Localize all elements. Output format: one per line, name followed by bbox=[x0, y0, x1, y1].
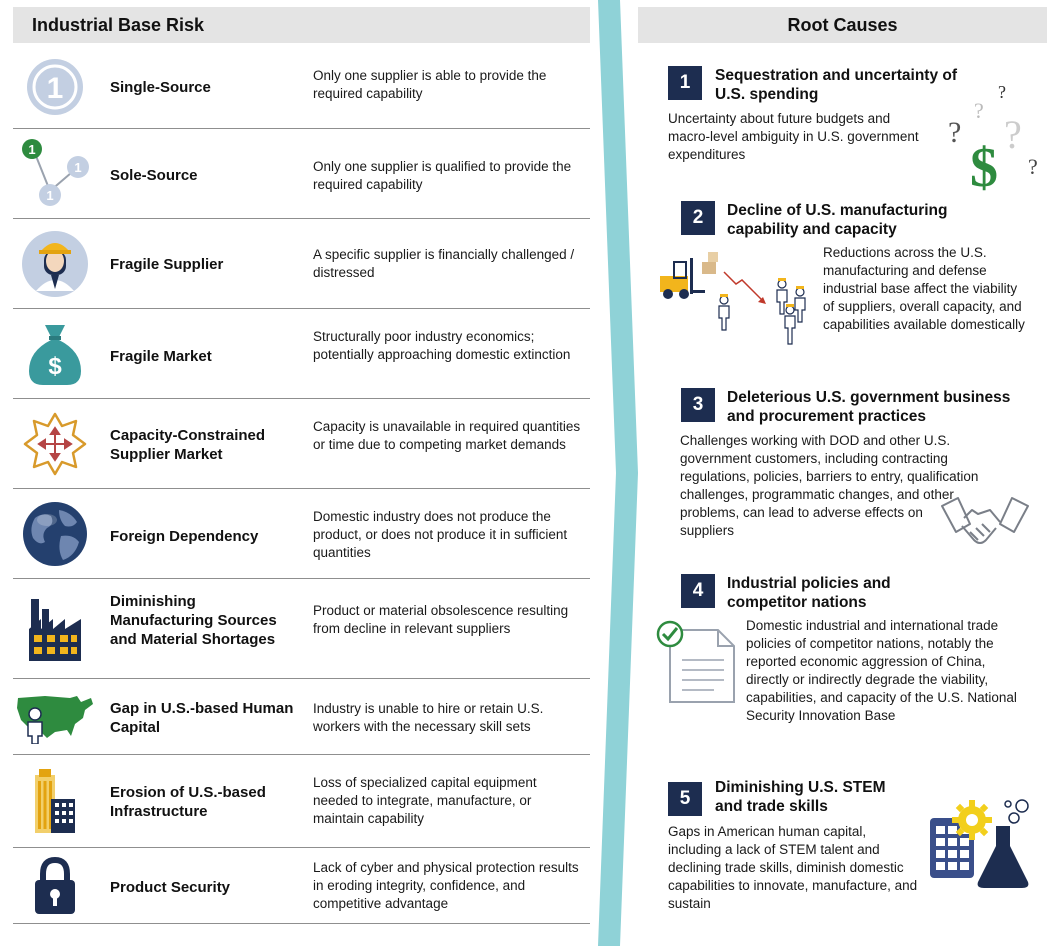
svg-text:?: ? bbox=[998, 82, 1006, 102]
cause-body: Challenges working with DOD and other U.S. government customers, including contracting regulations, policies, barriers to entry, qualification challenges, programmatic changes, and other problems, can lead to adverse effects on suppliers bbox=[680, 433, 979, 538]
risk-name: Fragile Supplier bbox=[110, 256, 224, 273]
svg-text:1: 1 bbox=[46, 72, 64, 105]
svg-text:1: 1 bbox=[74, 160, 82, 175]
calculator-gear-flask-icon bbox=[928, 796, 1046, 892]
risk-row-fragile-market bbox=[13, 309, 590, 399]
risk-row-foreign-dependency bbox=[13, 489, 590, 579]
risk-row-product-security bbox=[13, 848, 590, 924]
industrial-base-risk-header bbox=[13, 7, 590, 43]
forklift-workers-icon bbox=[658, 248, 818, 352]
cause-number-2: 2 bbox=[681, 201, 715, 235]
svg-text:?: ? bbox=[1028, 154, 1038, 179]
cause-body: Reductions across the U.S. manufacturing and defense industrial base affect the viability of suppliers, overall capacity, and capabilities available domestically bbox=[823, 245, 1025, 332]
handshake-icon bbox=[940, 488, 1030, 554]
risk-name: Single-Source bbox=[110, 79, 211, 96]
risk-name: Gap in U.S.-based Human Capital bbox=[110, 700, 294, 736]
cause-body: Domestic industrial and international trade policies of competitor nations, notably the reported economic aggression of China, directly or indirectly degrade the viability, capabilities, and capacity of the U.S. National Security Innovation Base bbox=[746, 618, 1017, 723]
cause-title: Decline of U.S. manufacturing capability and capacity bbox=[727, 202, 948, 238]
root-causes-header bbox=[638, 7, 1047, 43]
us-map-person-icon bbox=[15, 679, 95, 755]
right-panel-title: Root Causes bbox=[787, 15, 898, 35]
cause-number-5: 5 bbox=[668, 782, 702, 816]
svg-text:?: ? bbox=[1004, 112, 1022, 157]
risk-row-dmsms bbox=[13, 579, 590, 679]
left-panel-title: Industrial Base Risk bbox=[32, 15, 205, 35]
svg-text:?: ? bbox=[948, 116, 962, 149]
risk-row-fragile-supplier bbox=[13, 219, 590, 309]
risk-row-human-capital bbox=[13, 679, 590, 755]
cause-title: Industrial policies and competitor nations bbox=[727, 575, 891, 611]
risk-name: Sole-Source bbox=[110, 167, 198, 184]
svg-text:1: 1 bbox=[28, 142, 36, 157]
svg-text:$: $ bbox=[48, 353, 62, 380]
risk-description: Capacity is unavailable in required quantities or time due to competing market demands bbox=[313, 419, 581, 452]
cause-number-4: 4 bbox=[681, 574, 715, 608]
risk-description: A specific supplier is financially challenged / distressed bbox=[313, 247, 575, 280]
risk-description: Domestic industry does not produce the product, or does not produce it in sufficient quantities bbox=[313, 509, 568, 560]
flow-arrow bbox=[590, 0, 650, 946]
cause-title: Sequestration and uncertainty of U.S. spending bbox=[715, 67, 958, 103]
risk-description: Loss of specialized capital equipment needed to integrate, manufacture, or maintain capability bbox=[313, 775, 537, 826]
cause-title: Diminishing U.S. STEM and trade skills bbox=[715, 779, 886, 815]
buildings-icon bbox=[15, 760, 95, 840]
risk-row-infrastructure bbox=[13, 755, 590, 848]
number-one-circle-icon bbox=[15, 47, 95, 127]
risk-name: Foreign Dependency bbox=[110, 528, 259, 545]
risk-name: Capacity-Constrained Supplier Market bbox=[110, 427, 266, 463]
document-check-icon bbox=[654, 620, 740, 704]
cause-body: Uncertainty about future budgets and macro-level ambiguity in U.S. government expenditures bbox=[668, 111, 919, 162]
risk-name: Product Security bbox=[110, 879, 231, 896]
risk-row-single-source bbox=[13, 45, 590, 129]
burst-arrows-icon bbox=[15, 404, 95, 484]
risk-name: Erosion of U.S.-based Infrastructure bbox=[110, 784, 266, 820]
padlock-icon bbox=[15, 848, 95, 924]
risk-description: Only one supplier is qualified to provide the required capability bbox=[313, 159, 572, 192]
svg-text:?: ? bbox=[974, 98, 984, 123]
risk-description: Lack of cyber and physical protection results in eroding integrity, confidence, and competitive advantage bbox=[313, 860, 579, 911]
risk-description: Only one supplier is able to provide the required capability bbox=[313, 68, 547, 101]
money-bag-icon bbox=[15, 314, 95, 394]
cause-title: Deleterious U.S. government business and procurement practices bbox=[727, 389, 1011, 425]
svg-text:$: $ bbox=[970, 137, 998, 194]
globe-icon bbox=[15, 494, 95, 574]
risk-description: Industry is unable to hire or retain U.S. workers with the necessary skill sets bbox=[313, 701, 544, 734]
worker-hardhat-icon bbox=[15, 224, 95, 304]
cause-body: Gaps in American human capital, including a lack of STEM talent and declining trade skills, diminish domestic capabilities to innovate, manufacture, and sustain bbox=[668, 824, 918, 911]
cause-number-3: 3 bbox=[681, 388, 715, 422]
risk-description: Product or material obsolescence resulting from decline in relevant suppliers bbox=[313, 603, 569, 636]
risk-name: Fragile Market bbox=[110, 348, 212, 365]
factory-icon bbox=[15, 589, 95, 669]
risk-description: Structurally poor industry economics; potentially approaching domestic extinction bbox=[313, 329, 571, 362]
risk-row-capacity-constrained bbox=[13, 399, 590, 489]
network-nodes-icon bbox=[15, 134, 95, 214]
risk-row-sole-source bbox=[13, 129, 590, 219]
risk-name: Diminishing Manufacturing Sources and Material Shortages bbox=[110, 593, 277, 648]
cause-number-1: 1 bbox=[668, 66, 702, 100]
dollar-question-icon bbox=[940, 74, 1046, 194]
svg-text:1: 1 bbox=[46, 188, 54, 203]
